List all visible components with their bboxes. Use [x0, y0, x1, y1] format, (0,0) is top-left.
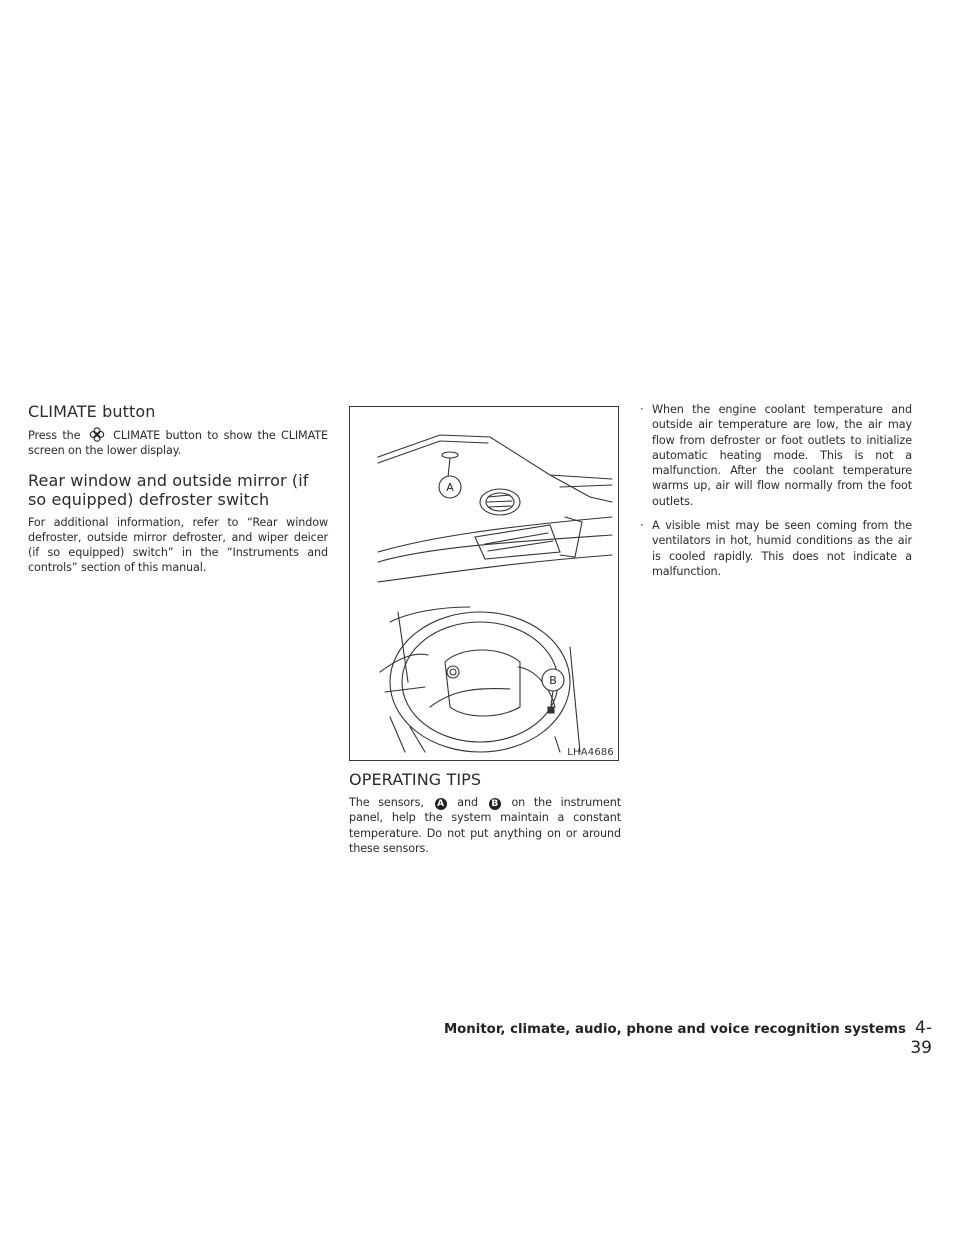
rear-window-heading: Rear window and outside mirror (if so equipped) defroster switch [28, 470, 309, 509]
climate-button-heading: CLIMATE button [28, 402, 156, 421]
dashboard-sensor-illustration [349, 406, 619, 761]
dashboard-drawing [350, 407, 620, 762]
rear-window-paragraph: For additional information, refer to “Rear window defroster, outside mirror defroster, and wiper deicer (if so equipped) switch” in the “Instruments and controls” section of this manual. [28, 515, 328, 575]
page-footer [440, 1018, 932, 1058]
figure-label-a: A [446, 481, 454, 494]
column-left [28, 402, 328, 583]
operating-tips-paragraph: The sensors, A and B on the instrument panel, help the system maintain a constant temperature. Do not put anything on or around these sensors. [349, 796, 621, 855]
column-right [640, 402, 912, 588]
tips-bullet-list [640, 402, 912, 579]
list-item: · A visible mist may be seen coming from the ventilators in hot, humid conditions as the air is cooled rapidly. This does not indicate a malfunction. [640, 518, 912, 579]
column-middle [349, 402, 621, 863]
figure-code: LHA4686 [567, 747, 614, 758]
fan-icon [86, 427, 108, 442]
footer-chapter-title: Monitor, climate, audio, phone and voice recognition systems [443, 1022, 906, 1037]
figure-label-b: B [549, 674, 557, 687]
list-item: · When the engine coolant temperature and outside air temperature are low, the air may flow from defroster or foot outlets to initialize automatic heating mode. This is not a malfunction. After the coolant temperature warms up, air will flow normally from the foot outlets. [640, 402, 912, 509]
climate-button-paragraph: Press the CLIMATE button to show the CLIMATE screen on the lower display. [28, 429, 328, 458]
operating-tips-heading: OPERATING TIPS [349, 770, 482, 789]
page-number: 4-39 [910, 1018, 932, 1058]
sensor-b-marker: B [489, 798, 501, 810]
sensor-a-marker: A [435, 798, 447, 810]
